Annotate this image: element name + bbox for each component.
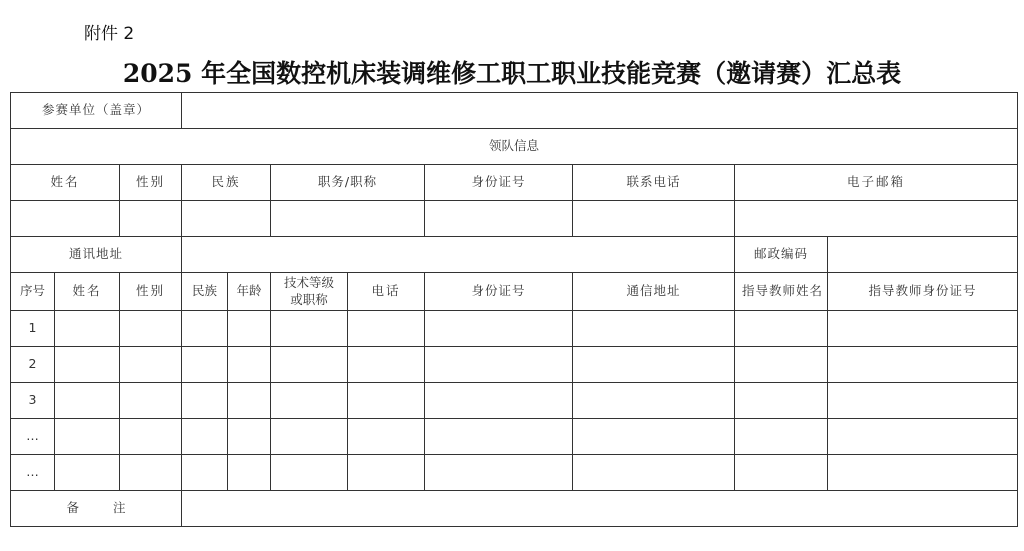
cell[interactable] <box>120 311 182 347</box>
address-cell[interactable] <box>182 237 735 273</box>
postcode-cell[interactable] <box>828 237 1018 273</box>
leader-position-header: 职务/职称 <box>271 165 425 201</box>
remark-label <box>11 491 182 527</box>
cell[interactable] <box>573 311 735 347</box>
unit-row <box>11 93 1018 129</box>
teacher-name-header: 指导教师姓名 <box>735 273 828 311</box>
row-seq: … <box>11 455 55 491</box>
cell[interactable] <box>271 347 348 383</box>
leader-email-header: 电子邮箱 <box>735 165 1018 201</box>
cell[interactable] <box>348 383 425 419</box>
attachment-label: 附件 2 <box>84 24 135 44</box>
table-row <box>11 311 1018 347</box>
cell[interactable] <box>735 311 828 347</box>
tech-level-header-line1: 技术等级 <box>284 274 335 290</box>
cell[interactable] <box>828 419 1018 455</box>
summary-table <box>10 92 1018 527</box>
cell[interactable] <box>425 311 573 347</box>
cell[interactable] <box>425 455 573 491</box>
cell[interactable] <box>182 347 228 383</box>
row-seq: 3 <box>11 383 55 419</box>
table-row <box>11 419 1018 455</box>
address-row <box>11 237 1018 273</box>
cell[interactable] <box>425 347 573 383</box>
remark-char-2: 注 <box>113 500 126 516</box>
ethnicity-header: 民族 <box>182 273 228 311</box>
cell[interactable] <box>828 383 1018 419</box>
cell[interactable] <box>228 419 271 455</box>
leader-name-cell[interactable] <box>11 201 120 237</box>
row-seq: 1 <box>11 311 55 347</box>
leader-gender-cell[interactable] <box>120 201 182 237</box>
cell[interactable] <box>228 311 271 347</box>
remark-cell[interactable] <box>182 491 1018 527</box>
cell[interactable] <box>348 419 425 455</box>
cell[interactable] <box>735 347 828 383</box>
leader-section-label: 领队信息 <box>11 129 1018 165</box>
cell[interactable] <box>182 383 228 419</box>
postcode-label: 邮政编码 <box>735 237 828 273</box>
leader-phone-cell[interactable] <box>573 201 735 237</box>
address-label: 通讯地址 <box>11 237 182 273</box>
cell[interactable] <box>55 419 120 455</box>
address-header: 通信地址 <box>573 273 735 311</box>
leader-ethnicity-cell[interactable] <box>182 201 271 237</box>
table-row <box>11 383 1018 419</box>
cell[interactable] <box>573 419 735 455</box>
unit-cell[interactable] <box>182 93 1018 129</box>
leader-ethnicity-header: 民族 <box>182 165 271 201</box>
cell[interactable] <box>735 419 828 455</box>
cell[interactable] <box>271 383 348 419</box>
age-header: 年龄 <box>228 273 271 311</box>
cell[interactable] <box>425 383 573 419</box>
cell[interactable] <box>182 419 228 455</box>
cell[interactable] <box>228 455 271 491</box>
cell[interactable] <box>120 347 182 383</box>
cell[interactable] <box>348 455 425 491</box>
id-number-header: 身份证号 <box>425 273 573 311</box>
cell[interactable] <box>828 347 1018 383</box>
cell[interactable] <box>55 455 120 491</box>
cell[interactable] <box>271 419 348 455</box>
teacher-id-header: 指导教师身份证号 <box>828 273 1018 311</box>
cell[interactable] <box>120 383 182 419</box>
leader-id-cell[interactable] <box>425 201 573 237</box>
phone-header: 电话 <box>348 273 425 311</box>
tech-level-header <box>271 273 348 311</box>
unit-label: 参赛单位（盖章） <box>11 93 182 129</box>
cell[interactable] <box>55 311 120 347</box>
cell[interactable] <box>735 455 828 491</box>
remark-row <box>11 491 1018 527</box>
contestant-header-row <box>11 273 1018 311</box>
leader-gender-header: 性别 <box>120 165 182 201</box>
cell[interactable] <box>348 347 425 383</box>
cell[interactable] <box>120 455 182 491</box>
cell[interactable] <box>55 383 120 419</box>
leader-id-header: 身份证号 <box>425 165 573 201</box>
cell[interactable] <box>348 311 425 347</box>
leader-phone-header: 联系电话 <box>573 165 735 201</box>
gender-header: 性别 <box>120 273 182 311</box>
remark-char-1: 备 <box>66 500 80 516</box>
cell[interactable] <box>228 347 271 383</box>
cell[interactable] <box>182 455 228 491</box>
tech-level-header-line2: 或职称 <box>290 291 328 307</box>
cell[interactable] <box>271 455 348 491</box>
cell[interactable] <box>228 383 271 419</box>
cell[interactable] <box>573 455 735 491</box>
leader-email-cell[interactable] <box>735 201 1018 237</box>
cell[interactable] <box>182 311 228 347</box>
name-header: 姓名 <box>55 273 120 311</box>
row-seq: 2 <box>11 347 55 383</box>
cell[interactable] <box>828 311 1018 347</box>
table-row <box>11 347 1018 383</box>
cell[interactable] <box>120 419 182 455</box>
cell[interactable] <box>573 347 735 383</box>
row-seq: … <box>11 419 55 455</box>
leader-name-header: 姓名 <box>11 165 120 201</box>
cell[interactable] <box>425 419 573 455</box>
page-title: 2025 年全国数控机床装调维修工职工职业技能竞赛（邀请赛）汇总表 <box>122 59 902 88</box>
cell[interactable] <box>735 383 828 419</box>
cell[interactable] <box>271 311 348 347</box>
cell[interactable] <box>828 455 1018 491</box>
leader-section-row <box>11 129 1018 165</box>
cell[interactable] <box>55 347 120 383</box>
leader-header-row <box>11 165 1018 201</box>
table-row <box>11 455 1018 491</box>
cell[interactable] <box>573 383 735 419</box>
leader-position-cell[interactable] <box>271 201 425 237</box>
seq-header: 序号 <box>11 273 55 311</box>
leader-data-row <box>11 201 1018 237</box>
